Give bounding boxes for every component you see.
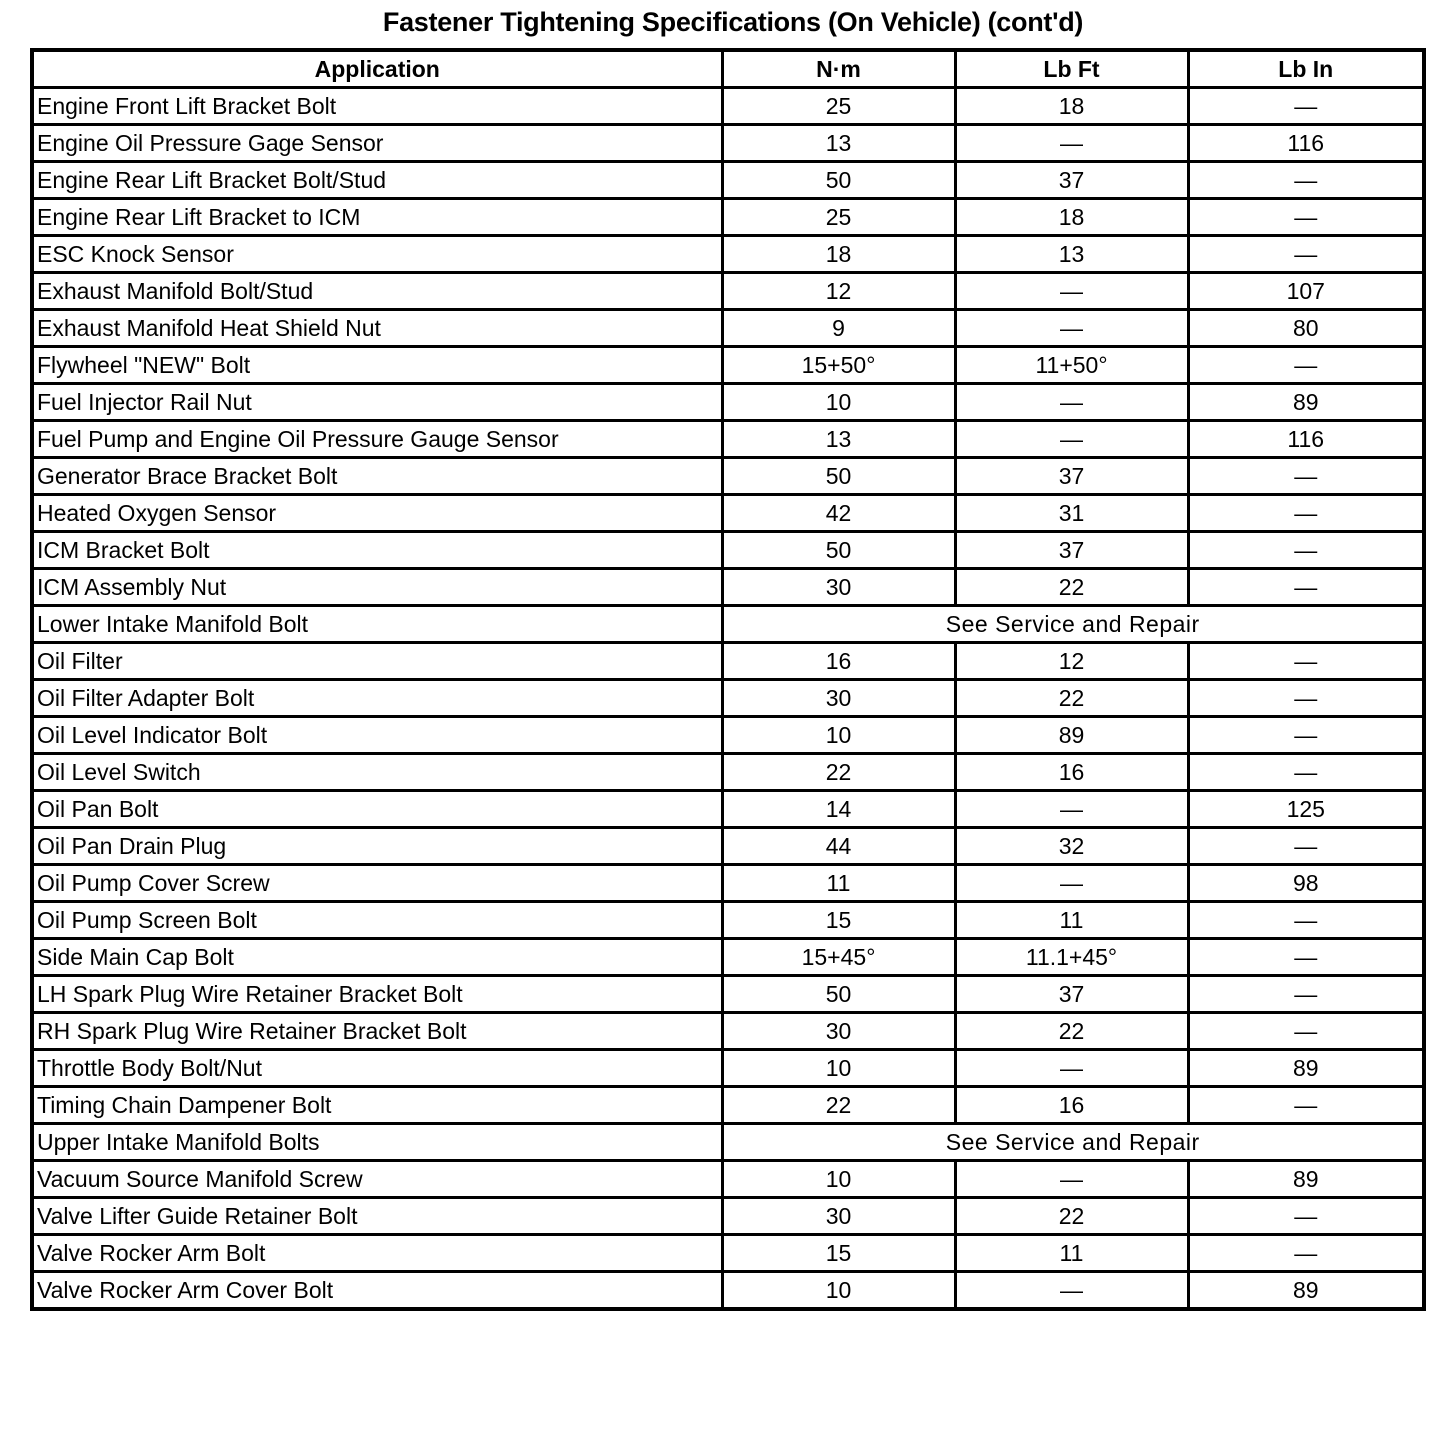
cell-lb-ft: 37 — [955, 976, 1188, 1013]
table-row — [32, 902, 1424, 939]
cell-lb-ft: 32 — [955, 828, 1188, 865]
table-row — [32, 1198, 1424, 1235]
cell-application: Heated Oxygen Sensor — [32, 495, 722, 532]
cell-lb-ft: 22 — [955, 569, 1188, 606]
table-row — [32, 88, 1424, 125]
cell-lb-ft: — — [955, 421, 1188, 458]
table-row — [32, 1050, 1424, 1087]
table-row — [32, 421, 1424, 458]
cell-nm: 10 — [722, 1161, 955, 1198]
cell-application: ESC Knock Sensor — [32, 236, 722, 273]
cell-application: Oil Pump Screen Bolt — [32, 902, 722, 939]
cell-lb-in: — — [1188, 976, 1424, 1013]
cell-lb-in: 107 — [1188, 273, 1424, 310]
table-row — [32, 939, 1424, 976]
cell-lb-in: — — [1188, 939, 1424, 976]
cell-nm: 30 — [722, 680, 955, 717]
cell-see-service-note: See Service and Repair — [722, 1124, 1424, 1161]
cell-lb-ft: — — [955, 125, 1188, 162]
cell-nm: 50 — [722, 162, 955, 199]
cell-application: Engine Front Lift Bracket Bolt — [32, 88, 722, 125]
cell-lb-ft: — — [955, 1050, 1188, 1087]
cell-lb-in: — — [1188, 199, 1424, 236]
table-row — [32, 717, 1424, 754]
cell-lb-ft: 37 — [955, 458, 1188, 495]
cell-nm: 16 — [722, 643, 955, 680]
table-row — [32, 680, 1424, 717]
cell-application: LH Spark Plug Wire Retainer Bracket Bolt — [32, 976, 722, 1013]
cell-application: Engine Rear Lift Bracket Bolt/Stud — [32, 162, 722, 199]
cell-nm: 42 — [722, 495, 955, 532]
cell-lb-ft: — — [955, 1272, 1188, 1310]
cell-application: Lower Intake Manifold Bolt — [32, 606, 722, 643]
table-row — [32, 532, 1424, 569]
header-lb-in: Lb In — [1188, 50, 1424, 88]
cell-lb-in: — — [1188, 347, 1424, 384]
cell-nm: 50 — [722, 532, 955, 569]
cell-application: Valve Rocker Arm Cover Bolt — [32, 1272, 722, 1310]
cell-application: Exhaust Manifold Bolt/Stud — [32, 273, 722, 310]
cell-lb-in: — — [1188, 1087, 1424, 1124]
header-application: Application — [32, 50, 722, 88]
cell-lb-ft: — — [955, 865, 1188, 902]
cell-lb-ft: — — [955, 310, 1188, 347]
table-row — [32, 1161, 1424, 1198]
cell-lb-ft: 89 — [955, 717, 1188, 754]
cell-lb-in: — — [1188, 754, 1424, 791]
cell-lb-in: 89 — [1188, 1161, 1424, 1198]
cell-lb-ft: 22 — [955, 680, 1188, 717]
cell-nm: 10 — [722, 384, 955, 421]
table-row — [32, 273, 1424, 310]
cell-nm: 14 — [722, 791, 955, 828]
table-row — [32, 199, 1424, 236]
cell-nm: 15 — [722, 1235, 955, 1272]
cell-application: ICM Bracket Bolt — [32, 532, 722, 569]
cell-nm: 18 — [722, 236, 955, 273]
table-row — [32, 495, 1424, 532]
cell-nm: 30 — [722, 1198, 955, 1235]
cell-lb-ft: — — [955, 791, 1188, 828]
table-row — [32, 865, 1424, 902]
cell-application: Flywheel "NEW" Bolt — [32, 347, 722, 384]
cell-application: Oil Filter — [32, 643, 722, 680]
cell-application: Generator Brace Bracket Bolt — [32, 458, 722, 495]
cell-nm: 44 — [722, 828, 955, 865]
header-lb-ft: Lb Ft — [955, 50, 1188, 88]
cell-lb-in: 89 — [1188, 1272, 1424, 1310]
cell-lb-in: — — [1188, 1013, 1424, 1050]
cell-lb-in: — — [1188, 828, 1424, 865]
cell-nm: 30 — [722, 1013, 955, 1050]
cell-lb-in: — — [1188, 1235, 1424, 1272]
cell-lb-ft: 18 — [955, 199, 1188, 236]
cell-nm: 25 — [722, 88, 955, 125]
cell-application: Fuel Pump and Engine Oil Pressure Gauge Sensor — [32, 421, 722, 458]
table-row — [32, 236, 1424, 273]
table-row — [32, 347, 1424, 384]
cell-lb-in: 80 — [1188, 310, 1424, 347]
cell-nm: 13 — [722, 125, 955, 162]
cell-lb-in: 89 — [1188, 1050, 1424, 1087]
cell-lb-ft: 16 — [955, 754, 1188, 791]
table-row — [32, 1124, 1424, 1161]
cell-application: Engine Rear Lift Bracket to ICM — [32, 199, 722, 236]
cell-application: Upper Intake Manifold Bolts — [32, 1124, 722, 1161]
cell-lb-ft: 22 — [955, 1013, 1188, 1050]
cell-lb-ft: 22 — [955, 1198, 1188, 1235]
cell-application: Side Main Cap Bolt — [32, 939, 722, 976]
cell-nm: 25 — [722, 199, 955, 236]
cell-lb-ft: 37 — [955, 162, 1188, 199]
cell-application: Throttle Body Bolt/Nut — [32, 1050, 722, 1087]
cell-application: Oil Pump Cover Screw — [32, 865, 722, 902]
table-row — [32, 125, 1424, 162]
cell-nm: 22 — [722, 754, 955, 791]
cell-nm: 10 — [722, 1272, 955, 1310]
cell-nm: 12 — [722, 273, 955, 310]
cell-lb-in: — — [1188, 236, 1424, 273]
cell-application: Oil Level Indicator Bolt — [32, 717, 722, 754]
cell-lb-ft: 12 — [955, 643, 1188, 680]
cell-application: Valve Rocker Arm Bolt — [32, 1235, 722, 1272]
cell-nm: 10 — [722, 717, 955, 754]
cell-nm: 50 — [722, 458, 955, 495]
cell-application: Oil Pan Drain Plug — [32, 828, 722, 865]
cell-lb-in: — — [1188, 532, 1424, 569]
table-row — [32, 569, 1424, 606]
cell-lb-ft: 11 — [955, 1235, 1188, 1272]
cell-lb-in: — — [1188, 1198, 1424, 1235]
cell-lb-ft: — — [955, 384, 1188, 421]
table-row — [32, 643, 1424, 680]
cell-lb-in: 116 — [1188, 421, 1424, 458]
table-row — [32, 1013, 1424, 1050]
table-row — [32, 791, 1424, 828]
cell-application: RH Spark Plug Wire Retainer Bracket Bolt — [32, 1013, 722, 1050]
cell-lb-in: 116 — [1188, 125, 1424, 162]
cell-nm: 15+50° — [722, 347, 955, 384]
cell-lb-in: — — [1188, 902, 1424, 939]
cell-lb-in: — — [1188, 569, 1424, 606]
cell-see-service-note: See Service and Repair — [722, 606, 1424, 643]
header-row — [32, 50, 1424, 88]
cell-application: Engine Oil Pressure Gage Sensor — [32, 125, 722, 162]
table-row — [32, 1087, 1424, 1124]
cell-lb-in: — — [1188, 717, 1424, 754]
cell-application: Fuel Injector Rail Nut — [32, 384, 722, 421]
cell-nm: 30 — [722, 569, 955, 606]
header-nm: N·m — [722, 50, 955, 88]
spec-table — [30, 48, 1426, 1311]
cell-lb-in: — — [1188, 495, 1424, 532]
cell-lb-in: 125 — [1188, 791, 1424, 828]
cell-lb-ft: — — [955, 273, 1188, 310]
table-body — [32, 88, 1424, 1310]
cell-lb-in: — — [1188, 458, 1424, 495]
cell-lb-ft: — — [955, 1161, 1188, 1198]
table-row — [32, 162, 1424, 199]
table-row — [32, 606, 1424, 643]
cell-nm: 15+45° — [722, 939, 955, 976]
cell-lb-in: 98 — [1188, 865, 1424, 902]
table-row — [32, 1272, 1424, 1310]
cell-lb-ft: 13 — [955, 236, 1188, 273]
cell-lb-in: — — [1188, 88, 1424, 125]
cell-application: Oil Filter Adapter Bolt — [32, 680, 722, 717]
cell-application: ICM Assembly Nut — [32, 569, 722, 606]
cell-nm: 10 — [722, 1050, 955, 1087]
cell-lb-ft: 18 — [955, 88, 1188, 125]
cell-lb-ft: 11 — [955, 902, 1188, 939]
cell-application: Oil Level Switch — [32, 754, 722, 791]
table-row — [32, 976, 1424, 1013]
cell-application: Timing Chain Dampener Bolt — [32, 1087, 722, 1124]
table-row — [32, 310, 1424, 347]
table-row — [32, 754, 1424, 791]
cell-nm: 50 — [722, 976, 955, 1013]
table-row — [32, 828, 1424, 865]
cell-nm: 22 — [722, 1087, 955, 1124]
cell-application: Exhaust Manifold Heat Shield Nut — [32, 310, 722, 347]
cell-nm: 9 — [722, 310, 955, 347]
cell-lb-ft: 11.1+45° — [955, 939, 1188, 976]
cell-application: Oil Pan Bolt — [32, 791, 722, 828]
cell-lb-in: 89 — [1188, 384, 1424, 421]
cell-lb-ft: 16 — [955, 1087, 1188, 1124]
table-row — [32, 458, 1424, 495]
cell-nm: 13 — [722, 421, 955, 458]
cell-nm: 15 — [722, 902, 955, 939]
cell-lb-ft: 31 — [955, 495, 1188, 532]
cell-application: Valve Lifter Guide Retainer Bolt — [32, 1198, 722, 1235]
cell-lb-ft: 37 — [955, 532, 1188, 569]
cell-nm: 11 — [722, 865, 955, 902]
table-row — [32, 1235, 1424, 1272]
cell-lb-in: — — [1188, 643, 1424, 680]
cell-application: Vacuum Source Manifold Screw — [32, 1161, 722, 1198]
table-row — [32, 384, 1424, 421]
cell-lb-ft: 11+50° — [955, 347, 1188, 384]
cell-lb-in: — — [1188, 680, 1424, 717]
cell-lb-in: — — [1188, 162, 1424, 199]
page-title: Fastener Tightening Specifications (On Vehicle) (cont'd) — [382, 7, 1084, 37]
